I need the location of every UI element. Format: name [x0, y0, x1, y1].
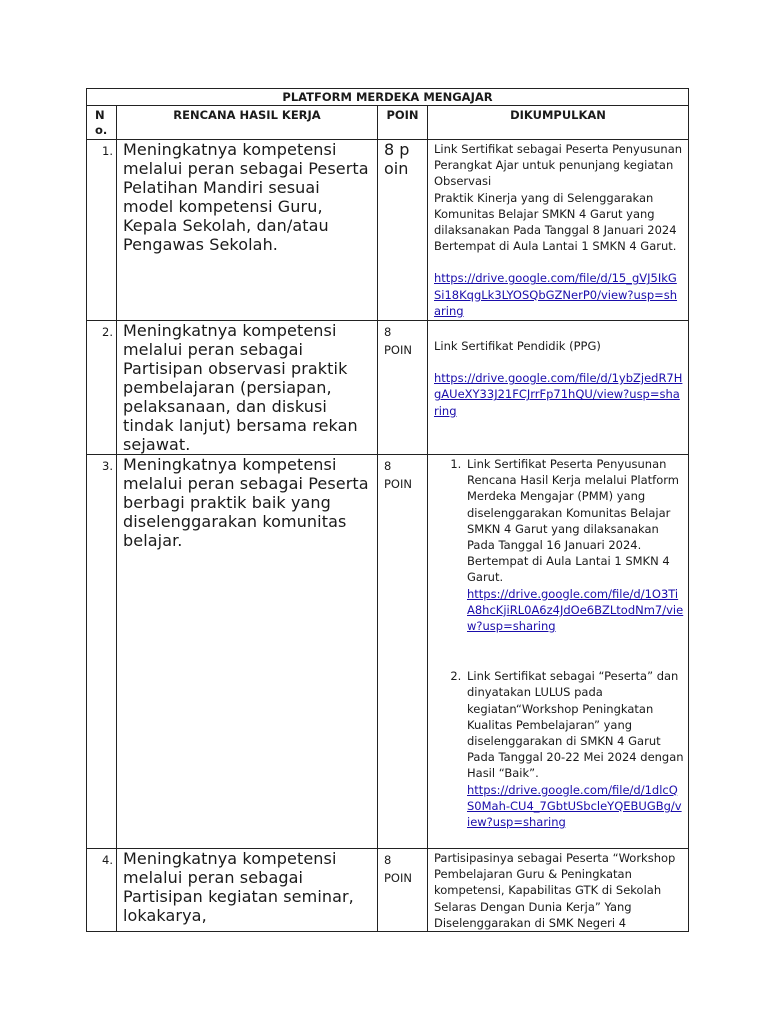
header-poin: POIN	[378, 106, 428, 140]
header-no-line2: o.	[95, 123, 108, 137]
row-number: 3.	[87, 455, 117, 849]
header-dikumpulkan: DIKUMPULKAN	[428, 106, 689, 140]
drive-link[interactable]: https://drive.google.com/file/d/1O3TiA8hcKjiRL0A6z4JdOe6BZLtodNm7/view?usp=sharing	[467, 586, 684, 634]
row-rhk: Meningkatnya kompetensi melalui peran sebagai Peserta berbagi praktik baik yang diselenggarakan komunitas belajar.	[117, 455, 378, 849]
table-row	[87, 140, 689, 321]
list-item-text: Link Sertifikat sebagai “Peserta” dan dinyatakan LULUS pada kegiatan“Workshop Peningkatan Kualitas Pembelajaran” yang diselenggarakan di SMKN 4 Garut Pada Tanggal 20-22 Mei 2024 dengan Hasil “Baik”.	[467, 669, 684, 781]
header-row	[87, 106, 689, 140]
row-poin: 8 POIN	[378, 321, 428, 455]
row-rhk: Meningkatnya kompetensi melalui peran sebagai Partisipan observasi praktik pembelajaran (persiapan, pelaksanaan, dan diskusi tindak lanjut) bersama rekan sejawat.	[117, 321, 378, 455]
row-poin: 8 p oin	[378, 140, 428, 321]
row-dikumpulkan	[428, 849, 689, 932]
table-title: PLATFORM MERDEKA MENGAJAR	[87, 89, 689, 106]
list-item-text: Link Sertifikat Peserta Penyusunan Rencana Hasil Kerja melalui Platform Merdeka Mengajar (PMM) yang diselenggarakan Komunitas Belajar SMKN 4 Garut yang dilaksanakan Pada Tanggal 16 Januari 2024. Bertempat di Aula Lantai 1 SMKN 4 Garut.	[467, 457, 679, 585]
table-row	[87, 849, 689, 932]
row-rhk: Meningkatnya kompetensi melalui peran sebagai Partisipan kegiatan seminar, lokakarya,	[117, 849, 378, 932]
table-row	[87, 455, 689, 849]
row-number: 1.	[87, 140, 117, 321]
header-no	[87, 106, 117, 140]
row-poin: 8 POIN	[378, 455, 428, 849]
certificate-list	[434, 456, 684, 830]
row-number: 2.	[87, 321, 117, 455]
drive-link[interactable]: https://drive.google.com/file/d/1ybZjedR7HgAUeXY33J21FCJrrFp71hQU/view?usp=sharing	[434, 371, 683, 418]
row-poin: 8 POIN	[378, 849, 428, 932]
title-row	[87, 89, 689, 106]
drive-link[interactable]: https://drive.google.com/file/d/15_gVJ5IkGSi18KqgLk3LYOSQbGZNerP0/view?usp=sharing	[434, 271, 678, 318]
list-item	[465, 456, 684, 668]
document-table	[86, 88, 689, 932]
header-no-line1: N	[95, 108, 105, 122]
row-dikumpulkan	[428, 321, 689, 455]
header-rhk: RENCANA HASIL KERJA	[117, 106, 378, 140]
list-item	[465, 668, 684, 830]
row-text: Link Sertifikat sebagai Peserta Penyusunan Perangkat Ajar untuk penunjang kegiatan Observasi	[434, 142, 683, 189]
row-text: Partisipasinya sebagai Peserta “Workshop Pembelajaran Guru & Peningkatan kompetensi, Kapabilitas GTK di Sekolah Selaras Dengan Dunia Kerja” Yang Diselenggarakan di SMK Negeri 4	[434, 851, 676, 930]
row-text: Link Sertifikat Pendidik (PPG)	[434, 339, 601, 353]
row-number: 4.	[87, 849, 117, 932]
row-dikumpulkan	[428, 455, 689, 849]
drive-link[interactable]: https://drive.google.com/file/d/1dlcQS0Mah-CU4_7GbtUSbcleYQEBUGBg/view?usp=sharing	[467, 782, 682, 830]
table-row	[87, 321, 689, 455]
row-rhk: Meningkatnya kompetensi melalui peran sebagai Peserta Pelatihan Mandiri sesuai model kompetensi Guru, Kepala Sekolah, dan/atau Pengawas Sekolah.	[117, 140, 378, 321]
row-dikumpulkan	[428, 140, 689, 321]
row-text: Praktik Kinerja yang di Selenggarakan Komunitas Belajar SMKN 4 Garut yang dilaksanakan Pada Tanggal 8 Januari 2024 Bertempat di Aula Lantai 1 SMKN 4 Garut.	[434, 190, 677, 254]
